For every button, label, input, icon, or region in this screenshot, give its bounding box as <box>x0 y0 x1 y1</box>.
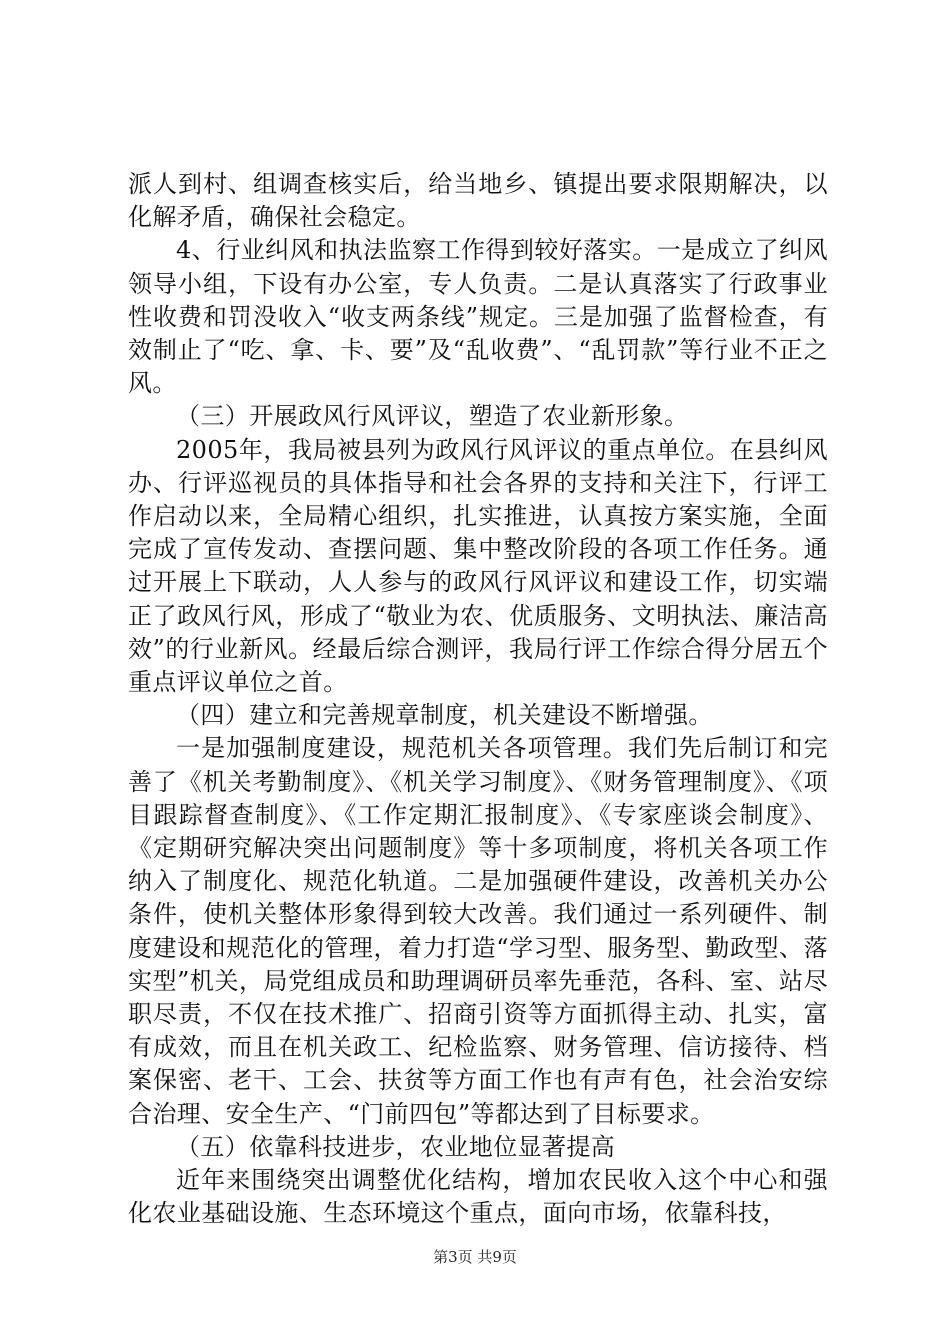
paragraph-technology: 近年来围绕突出调整优化结构，增加农民收入这个中心和强化农业基础设施、生态环境这个重点，面向市场，依靠科技， <box>128 1166 828 1228</box>
document-body <box>128 168 828 1231</box>
section-heading-5: （五）依靠科技进步，农业地位显著提高 <box>176 1132 616 1161</box>
section-heading-4: （四）建立和完善规章制度，机关建设不断增强。 <box>176 701 713 730</box>
paragraph-rules: 一是加强制度建设，规范机关各项管理。我们先后制订和完善了《机关考勤制度》、《机关学习制度》、《财务管理制度》、《项目跟踪督查制度》、《工作定期汇报制度》、《专家座谈会制度》、《定期研究解决突出问题制度》等十多项制度，将机关各项工作纳入了制度化、规范化轨道。二是加强硬件建设，改善机关办公条件，使机关整体形象得到较大改善。我们通过一系列硬件、制度建设和规范化的管理，着力打造“学习型、服务型、勤政型、落实型”机关，局党组成员和助理调研员率先垂范，各科、室、站尽职尽责，不仅在技术推广、招商引资等方面抓得主动、扎实，富有成效，而且在机关政工、纪检监察、财务管理、信访接待、档案保密、老干、工会、扶贫等方面工作也有声有色，社会治安综合治理、安全生产、“门前四包”等都达到了目标要求。 <box>128 734 828 1128</box>
section-heading-3: （三）开展政风行风评议，塑造了农业新形象。 <box>176 402 689 431</box>
paragraph-item-4: 4、行业纠风和执法监察工作得到较好落实。一是成立了纠风领导小组，下设有办公室，专人负责。二是认真落实了行政事业性收费和罚没收入“收支两条线”规定。三是加强了监督检查，有效制止了“吃、拿、卡、要”及“乱收费”、“乱罚款”等行业不正之风。 <box>128 236 828 398</box>
paragraph-review: 2005年，我局被县列为政风行风评议的重点单位。在县纠风办、行评巡视员的具体指导和社会各界的支持和关注下，行评工作启动以来，全局精心组织，扎实推进，认真按方案实施，全面完成了宣传发动、查摆问题、集中整改阶段的各项工作任务。通过开展上下联动，人人参与的政风行风评议和建设工作，切实端正了政风行风，形成了“敬业为农、优质服务、文明执法、廉洁高效”的行业新风。经最后综合测评，我局行评工作综合得分居五个重点评议单位之首。 <box>128 435 828 697</box>
page-number-footer: 第3页 共9页 <box>433 1248 517 1266</box>
paragraph-continuation: 派人到村、组调查核实后，给当地乡、镇提出要求限期解决，以化解矛盾，确保社会稳定。 <box>128 170 828 232</box>
